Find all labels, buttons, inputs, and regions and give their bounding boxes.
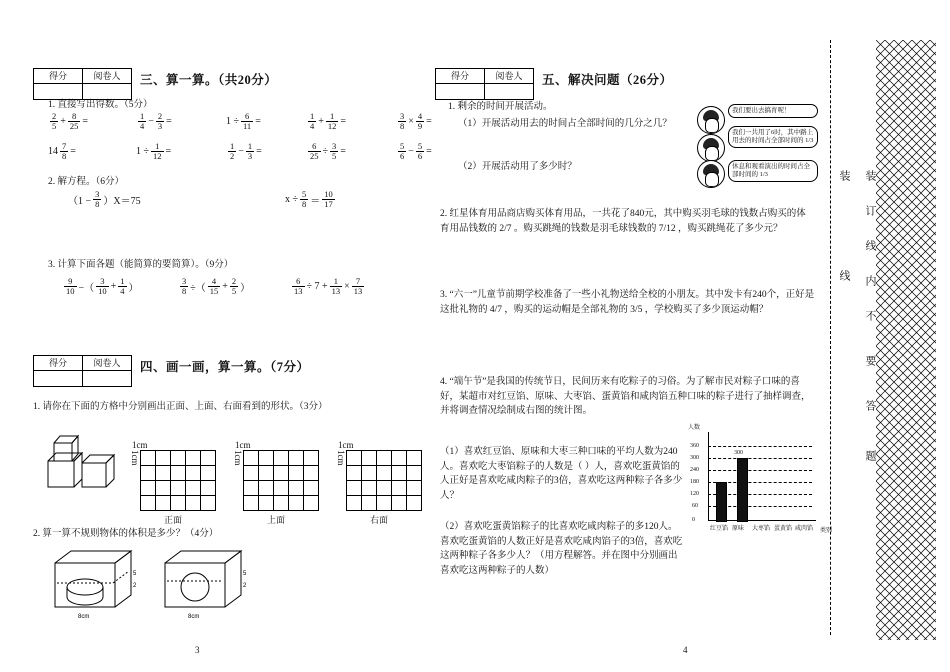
q5-title: 2. 算一算不规则物体的体积是多少？（4分） [33,529,219,539]
q1-title: 1. 直接写出得数。（5分） [48,100,153,110]
grid-top[interactable] [243,450,319,511]
operator: − [148,115,154,127]
operator: − [408,145,414,157]
lead: （1 − [68,195,92,207]
q3-expression-3 [290,277,366,295]
marker-label: 阅卷人 [83,69,132,84]
svg-text:2: 2 [133,583,137,589]
frac-num: 3 [182,276,187,286]
frac-num: 2 [157,111,163,121]
equals: = [70,145,76,157]
q1-items [48,111,432,172]
operator: − [238,145,244,157]
score-label: 得分 [34,356,83,371]
r-q4: 4. “端午节”是我国的传统节日，民间历来有吃粽子的习俗。为了解市民对粽子口味的喜好，某超市对红豆馅、原味、大枣馅、蛋黄馅和咸肉馅五种口味的粽子进行了抽样调查，并将调查情况绘制成右图的统计图。 [440,377,811,417]
page-number-left: 3 [195,645,200,655]
irregular-solid-svg [45,545,275,620]
frac-num: 1 [247,141,253,151]
q1-item-7 [136,142,171,160]
frac-num: 1 [155,141,160,151]
equals: = [426,145,432,157]
chart-bar-label-yuanwei: 300 [734,450,743,456]
bar-chart [688,425,832,542]
frac-den: 4 [310,120,315,131]
marker-label: 阅卷人 [485,69,534,84]
frac-num: 5 [417,141,423,151]
student-head-icon-3 [697,160,725,188]
frac-num: 6 [244,111,250,121]
frac-num: 1 [333,276,339,286]
grid-unit-label: 1cm [235,440,251,450]
frac-num: 7 [355,276,361,286]
q1-item-3 [226,112,261,130]
binding-char-4: 内 [864,275,876,288]
equals: = [255,115,261,127]
chart-gridline-360 [708,446,812,447]
binding-dashed-line [830,40,831,635]
svg-text:8cm: 8cm [188,614,200,620]
binding-char-zhuang-left: 装 [838,170,850,183]
equals: = [340,115,347,127]
operator: + [318,115,324,127]
section-four-title: 四、画一画，算一算。（7分） [140,360,310,374]
whole-part: 14 [48,145,58,157]
marker-label: 阅卷人 [83,356,132,371]
frac-den: 13 [353,285,363,296]
q3-title: 3. 计算下面各题（能简算的要简算）。（9分） [48,260,234,270]
svg-text:5: 5 [243,571,247,577]
equals: = [256,145,262,157]
frac-den: 8 [400,120,405,131]
binding-char-7: 答 [864,400,876,413]
binding-char-2: 订 [864,205,876,218]
section-three-title: 三、算一算。（共20分） [140,73,278,87]
frac-num: 7 [62,141,67,151]
chart-gridline-300 [708,458,812,459]
q2-equation-2 [285,190,337,208]
r-q1-part-b: （2）开展活动用了多少时？ [458,162,577,172]
chart-ytick-180: 180 [690,479,699,485]
score-label: 得分 [436,69,485,84]
svg-text:8cm: 8cm [78,614,90,620]
frac-den: 2 [230,150,235,161]
tail: ）X＝75 [103,195,141,207]
q1-item-9 [306,142,346,160]
chart-bar-hongdou [716,482,727,522]
q1-item-10 [396,142,432,160]
score-value-cell[interactable] [436,84,485,100]
q1-item-1 [48,112,88,130]
q3-expression-1 [62,277,139,295]
chart-xtick-4: 蛋黄馅 [774,526,793,532]
chart-ytick-240: 240 [690,467,699,473]
speech-bubble-3: 休息和观看演出的时间占全部时间的 1/3 [728,160,818,182]
frac-den: 5 [231,285,237,296]
frac-den: 9 [417,120,423,131]
grid-unit-label-v: 1cm [336,450,346,466]
lead: 1 ÷ [226,115,239,127]
frac-den: 25 [69,120,79,131]
r-q1-part-a: （1）开展活动用去的时间占全部时间的几分之几？ [458,119,672,129]
chart-ytick-120: 120 [690,491,699,497]
frac-num: 8 [72,111,77,121]
view-label-right: 右面 [369,515,388,525]
r-q4-part-b: （2）喜欢吃蛋黄馅粽子的比喜欢吃咸肉粽子的多120人。喜欢吃蛋黄馅的人数正好是喜欢吃咸肉馅子的3倍，喜欢吃这两种粽子各多少人？（用方程解答。并在图中分别画出喜欢吃这两种粽子的人数） [440,522,683,577]
frac-num: 10 [324,189,333,199]
irregular-solid-figure [45,545,275,625]
frac-num: 6 [312,141,317,151]
frac-den: 8 [182,285,187,296]
binding-char-5: 不 [864,310,876,323]
frac-den: 12 [327,120,337,131]
frac-den: 17 [324,198,333,209]
frac-den: 3 [247,150,253,161]
q1-item-8 [226,142,262,160]
frac-den: 8 [95,198,100,209]
chart-ytick-60: 60 [692,503,698,509]
frac-num: 2 [52,111,57,121]
frac-den: 4 [120,285,125,296]
operator: ÷（ [190,282,206,294]
operator: ÷ 7 + [306,280,328,292]
section-three-header [33,68,277,100]
chart-ylabel: 人数 [688,425,701,431]
speech-bubble-1: 我们要出去搞育呢！ [728,104,818,118]
frac-den: 25 [310,150,319,161]
grid-unit-label-v: 1cm [130,450,140,466]
frac-num: 3 [95,189,100,199]
marker-value-cell[interactable] [485,84,534,100]
view-label-top: 上面 [266,515,285,525]
frac-den: 13 [331,285,341,296]
frac-num: 4 [417,111,423,121]
frac-den: 4 [140,120,145,131]
scorebox-section-five [435,68,534,100]
lead: x ÷ [285,193,298,205]
r-q2: 2. 红星体育用品商店购买体育用品，一共花了840元，其中购买羽毛球的钱数占购买的体育用品钱数的 2/7 。购买跳绳的钱数是羽毛球钱数的 7/12 ，购买跳绳花了多少元？ [440,209,806,234]
operator: + [222,280,228,292]
scorebox-section-four [33,355,132,387]
svg-text:2: 2 [243,583,247,589]
chart-xtick-2: 原味 [732,526,745,532]
equals: = [165,145,172,157]
blocks-svg [40,425,140,505]
q1-item-2 [136,112,172,130]
binding-char-xian-left: 线 [838,270,850,283]
marker-value-cell[interactable] [83,371,132,387]
equals: = [340,145,346,157]
grid-front[interactable] [140,450,216,511]
operator: + [60,115,66,127]
q1-item-6 [48,142,76,160]
tail: ） [240,282,251,294]
frac-num: 1 [330,111,335,121]
frac-den: 6 [417,150,423,161]
binding-mesh-pattern [876,40,936,640]
score-value-cell[interactable] [34,371,83,387]
frac-num: 1 [230,141,235,151]
tail: ） [128,282,139,294]
r-q1-title: 1. 剩余的时间开展活动。 [448,102,553,112]
chart-xlabel: 类别 [819,528,832,534]
frac-num: 5 [302,189,307,199]
section-five-header [435,68,673,100]
operator: × [408,115,414,127]
equals: = [166,115,172,127]
grid-right[interactable] [346,450,422,511]
chart-ytick-0: 0 [692,517,695,523]
binding-char-6: 要 [864,355,876,368]
student-head-icon-2 [697,134,725,162]
frac-den: 6 [400,150,405,161]
chart-bar-yuanwei [737,458,748,522]
score-label: 得分 [34,69,83,84]
lead: 1 ÷ [136,145,149,157]
student-head-icon-1 [697,106,725,134]
frac-num: 3 [100,276,105,286]
frac-den: 5 [52,120,57,131]
q2-title: 2. 解方程。（6分） [48,177,125,187]
binding-char-3: 线 [864,240,876,253]
operator: ÷ [322,145,328,157]
frac-den: 8 [62,150,67,161]
frac-den: 13 [294,285,303,296]
equals: ＝ [310,195,321,207]
q3-expression-2 [178,277,250,295]
r-q3: 3. “六一”儿童节前期学校准备了一些小礼物送给全校的小朋友。其中发卡有240个，正好是这批礼物的 4/7 ，购买的运动帽是全部礼物的 3/5 ，学校购买了多少顶运动帽？ [440,290,815,315]
chart-xtick-1: 红豆馅 [710,526,729,532]
chart-ytick-360: 360 [690,443,699,449]
view-grid-top-wrap [233,440,319,526]
operator: + [110,280,117,292]
frac-num: 3 [332,141,337,151]
q2-equation-1 [68,190,141,208]
frac-num: 2 [231,276,237,286]
solid-figure-blocks [40,425,140,505]
grid-unit-label: 1cm [132,440,148,450]
frac-den: 8 [302,198,307,209]
q1-item-4 [306,112,346,130]
frac-den: 3 [157,120,163,131]
view-grid-front-wrap [130,440,216,526]
r-q4-part-a: （1）喜欢红豆馅、原味和大枣三种口味的平均人数为240人。喜欢吃大枣馅粽子的人数是（ ）人，喜欢吃蛋黄馅的人正好是喜欢吃咸肉粽子的3倍，喜欢吃这两种粽子各多少人？ [440,447,683,502]
equals: = [82,115,89,127]
scorebox-section-three [33,68,132,100]
chart-ytick-300: 300 [690,455,699,461]
frac-num: 1 [120,276,125,286]
frac-den: 15 [209,285,219,296]
frac-num: 1 [140,111,145,121]
section-five-title: 五、解决问题（26分） [542,73,673,87]
chart-gridline-240 [708,470,812,471]
section-four-header [33,355,310,387]
svg-text:5: 5 [133,571,137,577]
q4-title: 1. 请你在下面的方格中分别画出正面、上面、右面看到的形状。（3分） [33,402,328,412]
view-label-front: 正面 [163,515,182,525]
page-number-right: 4 [683,645,688,655]
grid-unit-label-v: 1cm [233,450,243,466]
frac-num: 6 [296,276,301,286]
q1-item-5 [396,112,432,130]
frac-num: 9 [68,276,73,286]
frac-num: 4 [211,276,217,286]
frac-den: 12 [153,150,162,161]
grid-unit-label: 1cm [338,440,354,450]
frac-den: 10 [98,285,107,296]
frac-num: 5 [400,141,405,151]
view-grid-right-wrap [336,440,422,526]
speech-bubble-2: 我们一共用了6时，其中路上用去的时间占全部时间的 1/3 [728,126,818,148]
operator: × [344,280,350,292]
operator: −（ [78,282,95,294]
binding-char-8: 题 [864,450,876,463]
frac-den: 11 [243,120,252,131]
frac-den: 10 [66,285,75,296]
binding-char-1: 装 [864,170,876,183]
frac-num: 3 [400,111,405,121]
chart-xtick-5: 咸肉馅 [795,526,814,532]
frac-num: 1 [310,111,315,121]
frac-den: 5 [332,150,337,161]
equals: = [426,115,432,127]
chart-xtick-3: 大枣馅 [752,526,771,532]
